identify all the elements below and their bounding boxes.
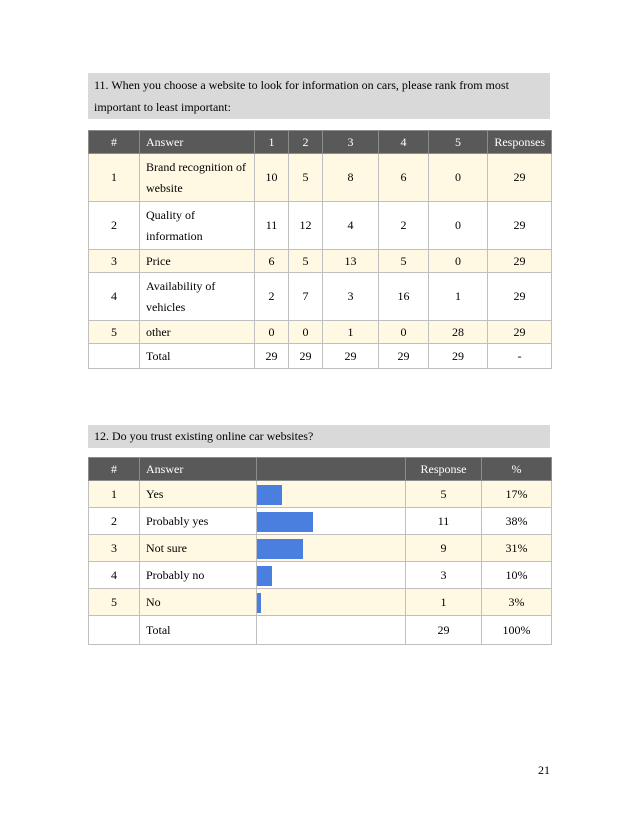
total-label: Total [140,344,255,369]
table-row [89,202,552,250]
answer-label: Yes [140,481,257,508]
rank-3-count: 13 [323,250,379,273]
rank-1-count: 10 [255,154,289,202]
responses-count: 29 [488,273,552,321]
answer-label: other [140,321,255,344]
response-count: 1 [406,589,482,616]
column-header: 2 [289,131,323,154]
rank-3-count: 8 [323,154,379,202]
rank-2-count: 7 [289,273,323,321]
table-row [89,535,552,562]
rank-2-total: 29 [289,344,323,369]
rank-3-total: 29 [323,344,379,369]
rank-2-count: 0 [289,321,323,344]
column-header: 3 [323,131,379,154]
answer-label: Availability of vehicles [140,273,255,321]
response-total: 29 [406,616,482,645]
responses-total: - [488,344,552,369]
response-percent: 31% [482,535,552,562]
total-row [89,344,552,369]
total-row [89,616,552,645]
row-number: 3 [89,250,140,273]
rank-2-count: 5 [289,250,323,273]
row-number: 4 [89,562,140,589]
rank-4-count: 5 [379,250,429,273]
column-header: 4 [379,131,429,154]
total-label: Total [140,616,257,645]
bar-cell [257,589,406,616]
response-count: 3 [406,562,482,589]
response-count: 5 [406,481,482,508]
row-number: 3 [89,535,140,562]
column-header: # [89,131,140,154]
bar-cell [257,508,406,535]
response-percent: 10% [482,562,552,589]
column-header-bar [257,458,406,481]
page-number: 21 [538,763,550,777]
empty-cell [257,616,406,645]
row-number: 5 [89,589,140,616]
rank-3-count: 1 [323,321,379,344]
rank-4-total: 29 [379,344,429,369]
rank-4-count: 2 [379,202,429,250]
rank-2-count: 12 [289,202,323,250]
table-row [89,589,552,616]
response-bar [257,566,272,586]
response-bar [257,593,261,613]
bar-cell [257,535,406,562]
row-number: 1 [89,154,140,202]
answer-label: Probably yes [140,508,257,535]
column-header: 5 [429,131,488,154]
rank-5-count: 0 [429,202,488,250]
column-header: Answer [140,458,257,481]
rank-4-count: 16 [379,273,429,321]
rank-2-count: 5 [289,154,323,202]
bar-cell [257,562,406,589]
bar-cell [257,481,406,508]
response-count: 11 [406,508,482,535]
response-bar [257,485,282,505]
row-number: 4 [89,273,140,321]
answer-label: Probably no [140,562,257,589]
table-row [89,508,552,535]
answer-label: No [140,589,257,616]
table-row [89,250,552,273]
rank-3-count: 3 [323,273,379,321]
table-row [89,273,552,321]
row-number: 1 [89,481,140,508]
answer-label: Brand recognition of website [140,154,255,202]
table-row [89,154,552,202]
rank-4-count: 0 [379,321,429,344]
response-bar [257,539,303,559]
table-row [89,321,552,344]
responses-count: 29 [488,250,552,273]
question-11-table [88,130,552,369]
rank-1-count: 11 [255,202,289,250]
response-percent: 38% [482,508,552,535]
column-header: # [89,458,140,481]
responses-count: 29 [488,202,552,250]
question-11-title: 11. When you choose a website to look for information on cars, please rank from most important to least important: [88,73,550,119]
rank-5-count: 0 [429,154,488,202]
rank-5-count: 1 [429,273,488,321]
rank-1-total: 29 [255,344,289,369]
rank-1-count: 6 [255,250,289,273]
table-header-row [89,458,552,481]
empty-cell [89,344,140,369]
row-number: 5 [89,321,140,344]
responses-count: 29 [488,154,552,202]
table-header-row [89,131,552,154]
answer-label: Price [140,250,255,273]
column-header: Response [406,458,482,481]
column-header: 1 [255,131,289,154]
column-header: Answer [140,131,255,154]
row-number: 2 [89,202,140,250]
question-12-table [88,457,552,645]
row-number: 2 [89,508,140,535]
rank-4-count: 6 [379,154,429,202]
rank-5-count: 28 [429,321,488,344]
answer-label: Quality of information [140,202,255,250]
response-percent: 17% [482,481,552,508]
column-header: % [482,458,552,481]
percent-total: 100% [482,616,552,645]
response-bar [257,512,313,532]
rank-1-count: 2 [255,273,289,321]
rank-1-count: 0 [255,321,289,344]
responses-count: 29 [488,321,552,344]
rank-5-total: 29 [429,344,488,369]
response-count: 9 [406,535,482,562]
response-percent: 3% [482,589,552,616]
table-row [89,562,552,589]
empty-cell [89,616,140,645]
answer-label: Not sure [140,535,257,562]
question-12-title: 12. Do you trust existing online car websites? [88,425,550,448]
column-header: Responses [488,131,552,154]
rank-5-count: 0 [429,250,488,273]
rank-3-count: 4 [323,202,379,250]
table-row [89,481,552,508]
